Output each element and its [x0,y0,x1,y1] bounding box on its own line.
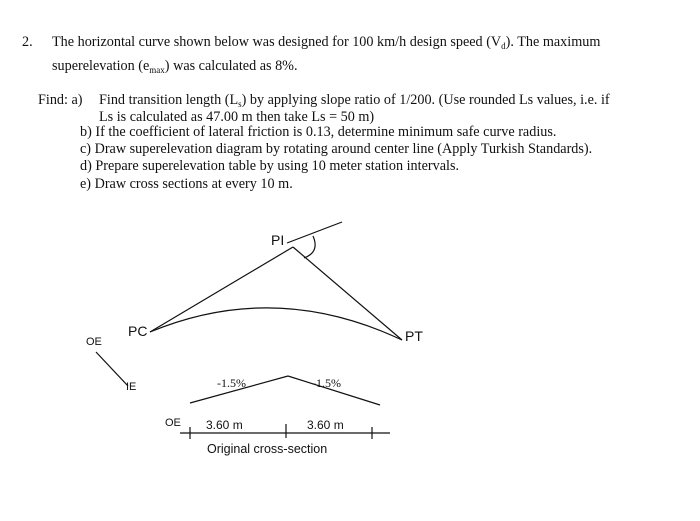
question-b: b) If the coefficient of lateral friction is 0.13, determine minimum safe curve radius. [80,124,557,140]
horizontal-curve [150,308,402,340]
question-a-line-2: Ls is calculated as 47.00 m then take Ls = 50 m) [99,109,375,125]
back-tangent [150,247,293,332]
oe-label: OE [86,336,102,348]
question-d: d) Prepare superelevation table by using 10 meter station intervals. [80,158,460,174]
deflection-angle-arc [304,236,315,258]
pi-label: PI [271,232,285,248]
problem-number: 2. [22,34,33,50]
design-speed-subscript: d [501,41,506,51]
ls-subscript: s [238,99,242,109]
cross-section-oe-label: OE [165,417,181,429]
question-a-text-a: Find transition length (L [99,92,239,108]
find-label: Find: a) [38,92,83,108]
lane-width-right: 3.60 m [307,418,344,432]
slope-left-label: -1.5% [217,376,246,390]
slope-right-label: -1.5% [312,376,341,390]
question-c: c) Draw superelevation diagram by rotating around center line (Apply Turkish Standards). [80,141,593,157]
cross-section-caption: Original cross-section [207,442,328,456]
emax-subscript: max [149,65,165,75]
forward-tangent [293,247,402,340]
intro-line-1-a: The horizontal curve shown below was designed for 100 km/h design speed (V [52,34,502,50]
pc-label: PC [128,323,148,339]
ie-label: IE [126,381,137,393]
question-e: e) Draw cross sections at every 10 m. [80,176,293,192]
pc-section-line [96,352,128,386]
question-a-text-b: ) by applying slope ratio of 1/200. (Use rounded Ls values, i.e. if [241,92,610,108]
intro-line-2-b: ) was calculated as 8%. [164,58,298,74]
lane-width-left: 3.60 m [206,418,243,432]
intro-line-2-a: superelevation (e [52,58,150,74]
intro-line-1-b: ). The maximum [505,34,601,50]
pt-label: PT [405,328,423,344]
